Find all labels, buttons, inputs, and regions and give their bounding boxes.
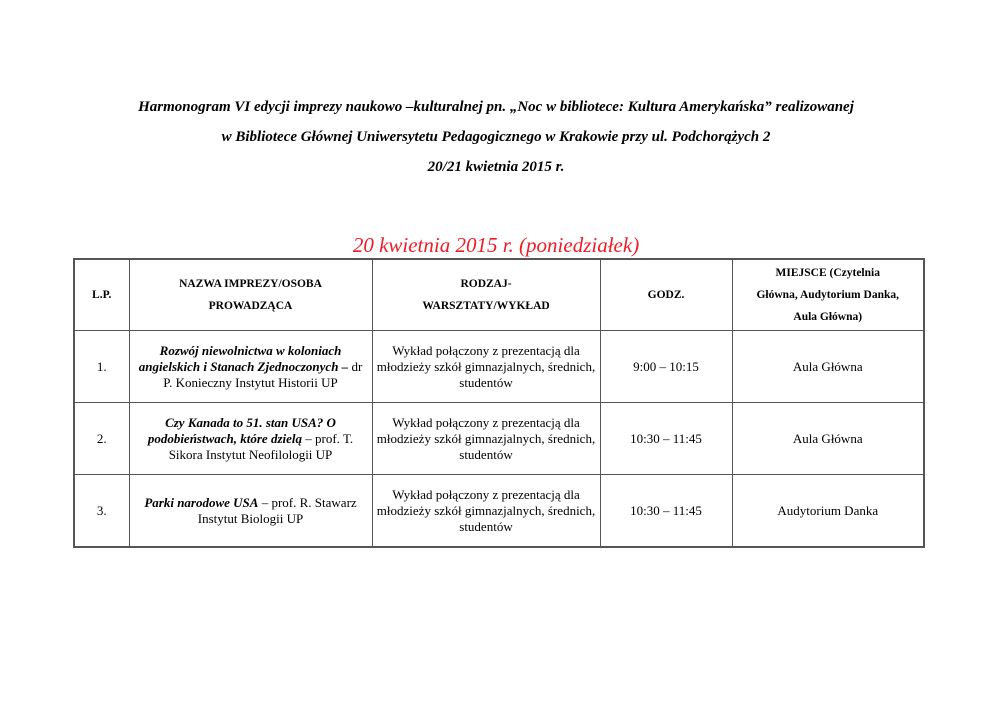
event-title: Parki narodowe USA <box>144 494 259 510</box>
header-time: GODZ. <box>600 259 732 331</box>
event-title: Czy Kanada to 51. stan USA? O podobieństwach, które dzielą <box>147 414 336 446</box>
event-person: – prof. T. Sikora Instytut Neofilologii UP <box>168 430 354 462</box>
row-place: Audytorium Danka <box>732 475 924 548</box>
header-name-line-1: NAZWA IMPREZY/OSOBA <box>179 278 322 290</box>
document-header <box>0 92 992 182</box>
row-lp: 3. <box>74 475 129 548</box>
day-title: 20 kwietnia 2015 r. (poniedziałek) <box>352 233 640 257</box>
row-type: Wykład połączony z prezentacją dla młodzieży szkół gimnazjalnych, średnich, studentów <box>372 331 600 403</box>
table-row <box>74 331 924 403</box>
header-type <box>372 259 600 331</box>
row-lp: 1. <box>74 331 129 403</box>
row-time: 9:00 – 10:15 <box>600 331 732 403</box>
row-lp: 2. <box>74 403 129 475</box>
row-type: Wykład połączony z prezentacją dla młodzieży szkół gimnazjalnych, średnich, studentów <box>372 403 600 475</box>
header-place <box>732 259 924 331</box>
header-line-1: Harmonogram VI edycji imprezy naukowo –kulturalnej pn. „Noc w bibliotece: Kultura Amerykańska” realizowanej <box>138 99 854 115</box>
row-time: 10:30 – 11:45 <box>600 475 732 548</box>
header-type-line-1: RODZAJ- <box>460 278 512 290</box>
table-row <box>74 403 924 475</box>
header-lp: L.P. <box>74 259 129 331</box>
header-place-line-2: Główna, Audytorium Danka, <box>756 289 899 301</box>
row-time: 10:30 – 11:45 <box>600 403 732 475</box>
row-event <box>129 475 372 548</box>
row-event <box>129 331 372 403</box>
header-name-line-2: PROWADZĄCA <box>208 300 293 312</box>
row-place: Aula Główna <box>732 403 924 475</box>
schedule-table <box>73 258 925 548</box>
header-place-line-1: MIEJSCE (Czytelnia <box>775 267 880 279</box>
row-event <box>129 403 372 475</box>
row-type: Wykład połączony z prezentacją dla młodzieży szkół gimnazjalnych, średnich, studentów <box>372 475 600 548</box>
event-person: dr P. Konieczny Instytut Historii UP <box>163 358 363 390</box>
table-header-row <box>74 259 924 331</box>
header-place-line-3: Aula Główna) <box>793 311 863 323</box>
event-person: – prof. R. Stawarz Instytut Biologii UP <box>197 494 357 526</box>
row-place: Aula Główna <box>732 331 924 403</box>
header-name <box>129 259 372 331</box>
header-line-2: w Bibliotece Głównej Uniwersytetu Pedagogicznego w Krakowie przy ul. Podchorążych 2 <box>221 129 771 145</box>
event-title: Rozwój niewolnictwa w koloniach angielskich i Stanach Zjednoczonych – <box>138 342 349 374</box>
header-line-3: 20/21 kwietnia 2015 r. <box>427 159 565 175</box>
table-row <box>74 475 924 548</box>
header-type-line-2: WARSZTATY/WYKŁAD <box>422 300 550 312</box>
